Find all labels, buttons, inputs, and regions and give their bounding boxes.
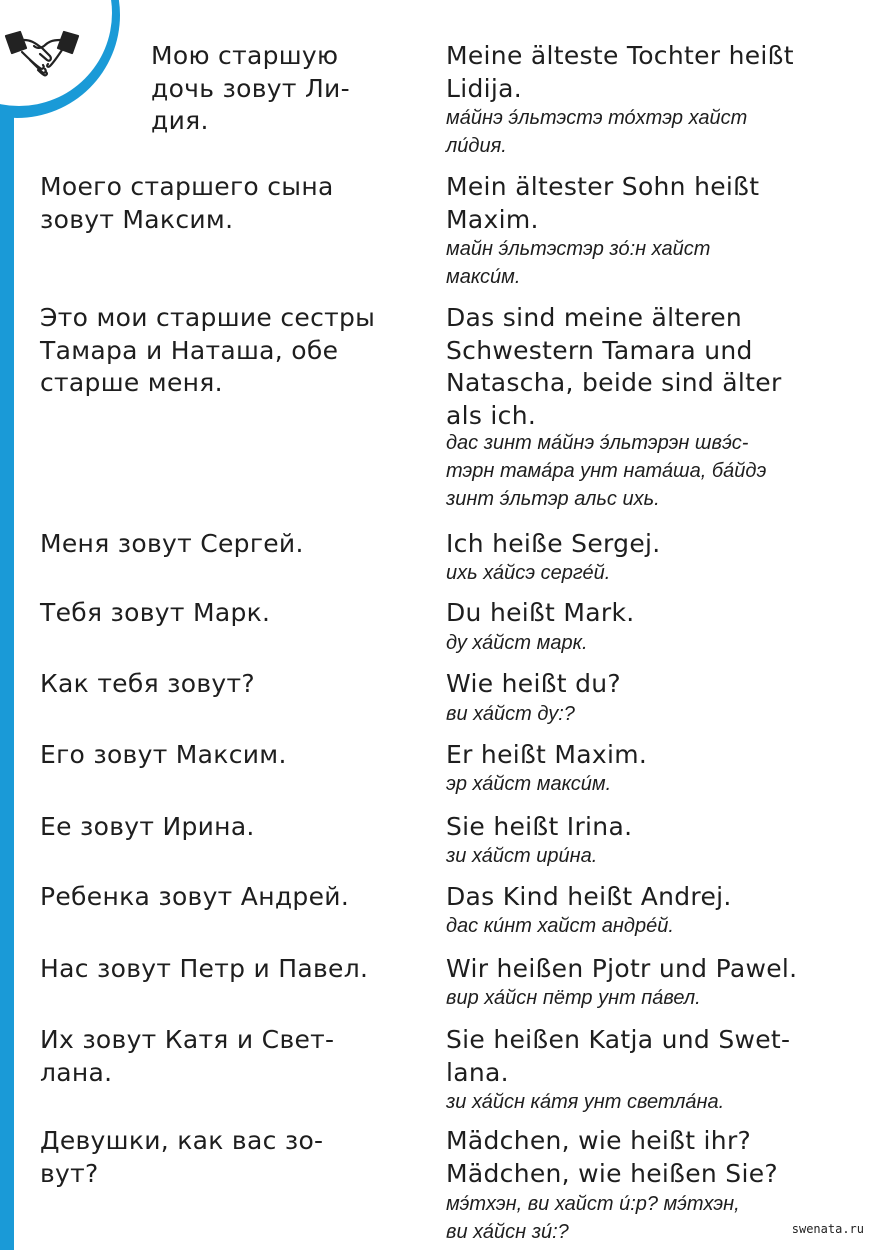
transcription: дас зинт ма́йнэ э́льтэрэн швэ́с- тэрн тама́ра унт ната́ша, ба́йдэ зинт э́льтэр альс ихь. [446, 432, 767, 510]
german-phrase: Das Kind heißt Andrej. [446, 882, 732, 911]
transcription: мэ́тхэн, ви хайст и́:р? мэ́тхэн, ви ха́йсн зи́:? [446, 1193, 740, 1243]
russian-phrase: Его зовут Максим. [40, 740, 287, 769]
russian-phrase: Их зовут Катя и Свет- лана. [40, 1025, 335, 1087]
transcription: зи ха́йсн ка́тя унт светла́на. [446, 1091, 725, 1113]
transcription: ви ха́йст ду:? [446, 703, 575, 725]
transcription: ду ха́йст марк. [446, 632, 588, 654]
transcription: эр ха́йст макси́м. [446, 773, 612, 795]
german-phrase: Sie heißen Katja und Swet- lana. [446, 1025, 791, 1087]
transcription: ма́йнэ э́льтэстэ то́хтэр хайст ли́дия. [446, 107, 748, 157]
left-accent-bar [0, 0, 14, 1250]
transcription: дас ки́нт хайст андре́й. [446, 915, 674, 937]
watermark: swenata.ru [791, 1222, 864, 1236]
russian-phrase: Меня зовут Сергей. [40, 529, 304, 558]
transcription: зи ха́йст ири́на. [446, 845, 598, 867]
german-phrase: Wir heißen Pjotr und Pawel. [446, 954, 798, 983]
german-phrase: Wie heißt du? [446, 669, 621, 698]
russian-phrase: Моего старшего сына зовут Максим. [40, 172, 334, 234]
handshake-icon [2, 26, 82, 86]
russian-phrase: Как тебя зовут? [40, 669, 255, 698]
german-phrase: Ich heiße Sergej. [446, 529, 661, 558]
german-phrase: Du heißt Mark. [446, 598, 635, 627]
german-phrase: Mädchen, wie heißt ihr? Mädchen, wie heißen Sie? [446, 1126, 778, 1188]
russian-phrase: Ребенка зовут Андрей. [40, 882, 350, 911]
russian-phrase: Мою старшую дочь зовут Ли- дия. [151, 41, 350, 135]
german-phrase: Er heißt Maxim. [446, 740, 648, 769]
russian-phrase: Это мои старшие сестры Тамара и Наташа, обе старше меня. [40, 303, 376, 397]
german-phrase: Das sind meine älteren Schwestern Tamara und Natascha, beide sind älter als ich. [446, 303, 782, 430]
russian-phrase: Тебя зовут Марк. [40, 598, 271, 627]
russian-phrase: Ее зовут Ирина. [40, 812, 255, 841]
russian-phrase: Девушки, как вас зо- вут? [40, 1126, 324, 1188]
german-phrase: Mein ältester Sohn heißt Maxim. [446, 172, 760, 234]
german-phrase: Meine älteste Tochter heißt Lidija. [446, 41, 794, 103]
transcription: вир ха́йсн пётр унт па́вел. [446, 987, 701, 1009]
transcription: ихь ха́йсэ серге́й. [446, 562, 611, 584]
russian-phrase: Нас зовут Петр и Павел. [40, 954, 369, 983]
transcription: майн э́льтэстэр зо́:н хайст макси́м. [446, 238, 711, 288]
german-phrase: Sie heißt Irina. [446, 812, 633, 841]
